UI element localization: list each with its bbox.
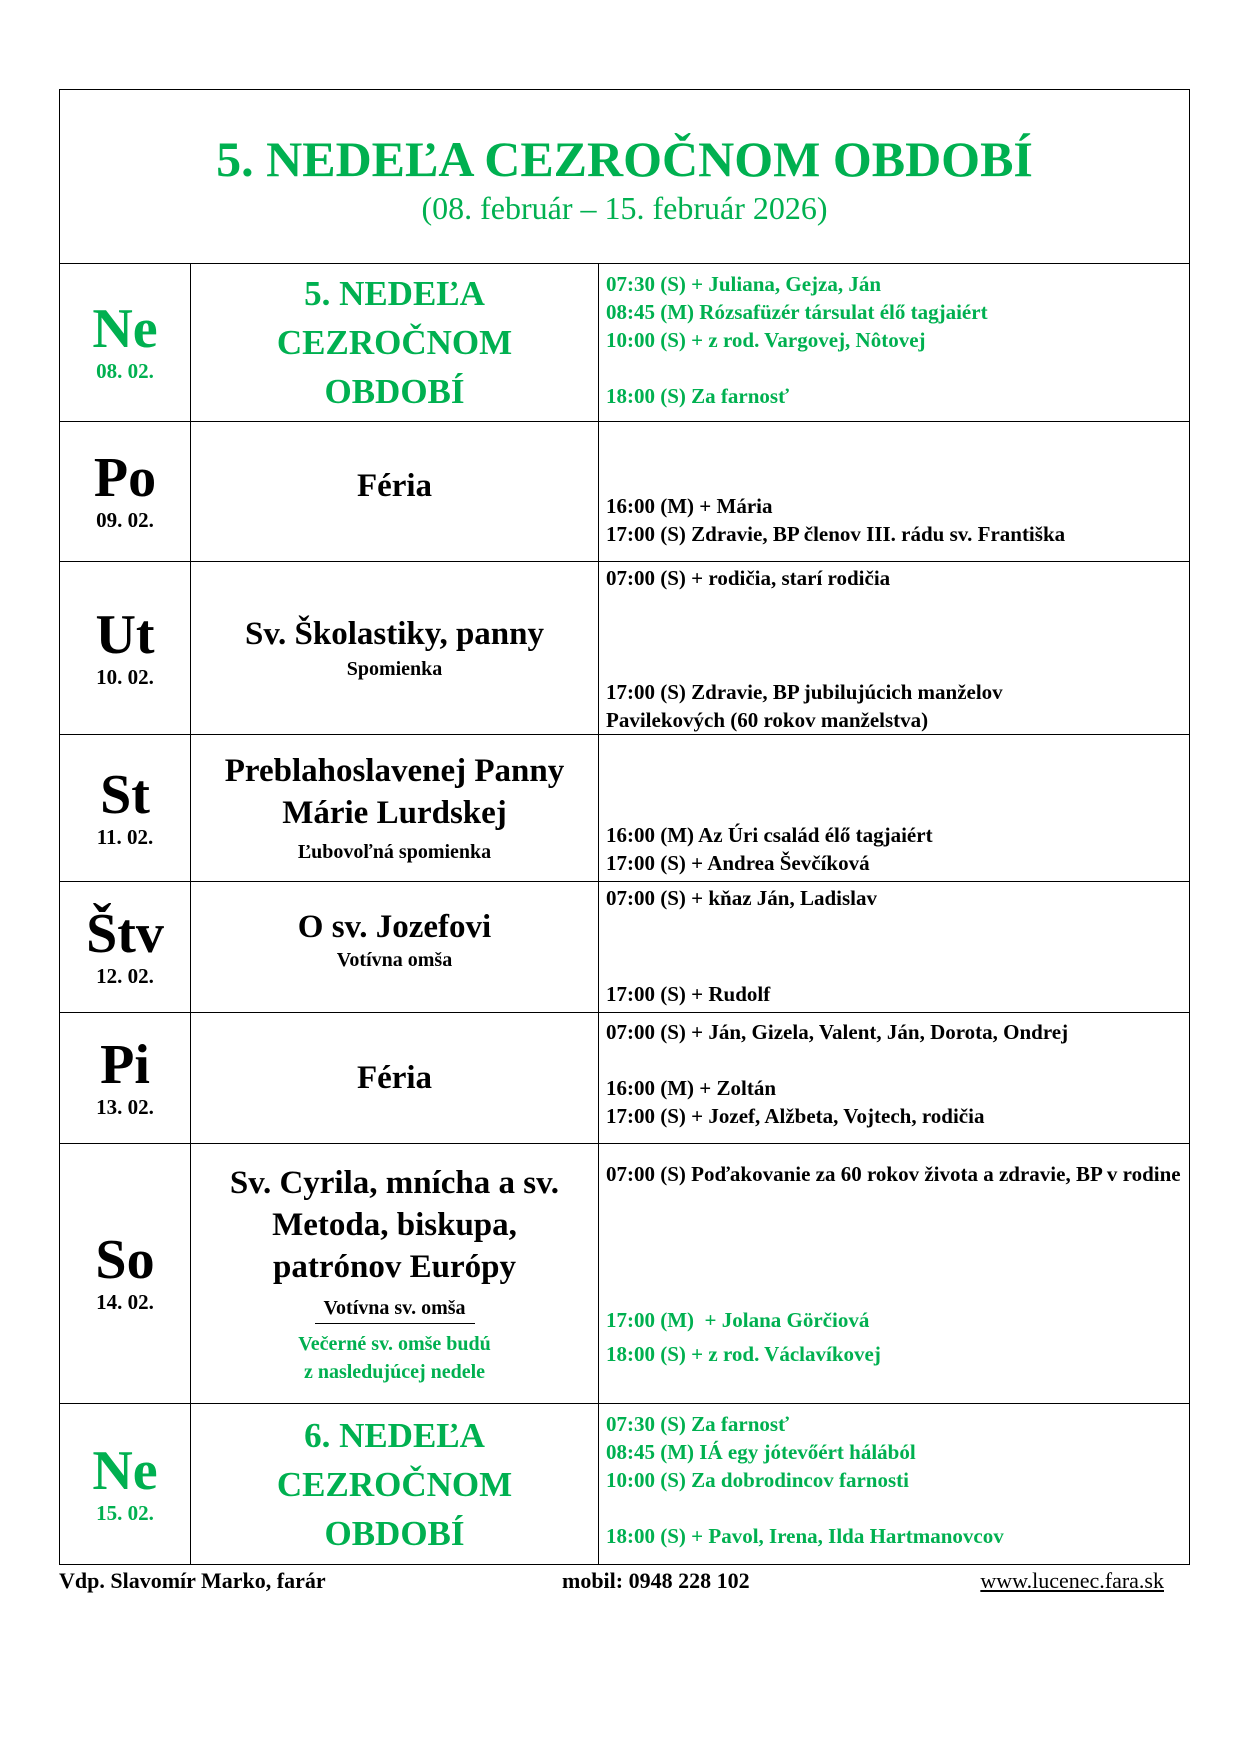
feast-cell bbox=[191, 1144, 599, 1404]
feast-line: CEZROČNOM bbox=[276, 1464, 513, 1504]
title-row bbox=[60, 90, 1190, 264]
mass-list bbox=[599, 562, 1189, 734]
feast-rank: Votívna sv. omša bbox=[323, 1296, 466, 1319]
mass-list bbox=[599, 1013, 1189, 1130]
mass-list bbox=[599, 735, 1189, 877]
day-row-sunday-1502 bbox=[60, 1404, 1190, 1565]
mass-intention: 16:00 (M) + Zoltán bbox=[606, 1076, 777, 1100]
mass-intention: 17:00 (S) + Rudolf bbox=[606, 982, 771, 1006]
day-row-wednesday bbox=[60, 735, 1190, 882]
day-row-monday bbox=[60, 422, 1190, 562]
mass-schedule-sheet bbox=[59, 89, 1189, 1565]
feast-rank: Ľubovoľná spomienka bbox=[297, 840, 492, 863]
day-abbr: Ut bbox=[95, 603, 155, 666]
mass-intention: 16:00 (M) + Mária bbox=[606, 494, 773, 518]
day-date: 12. 02. bbox=[96, 963, 154, 988]
mass-intention: 18:00 (S) + z rod. Václavíkovej bbox=[606, 1342, 881, 1366]
mass-intention: 17:00 (M) + Jolana Görčiová bbox=[606, 1308, 870, 1332]
mass-intention: 17:00 (S) Zdravie, BP jubilujúcich manželov Pavilekových (60 rokov manželstva) bbox=[606, 680, 1003, 732]
day-cell bbox=[60, 562, 191, 735]
mass-cell bbox=[599, 562, 1190, 735]
mass-intention: 07:00 (S) + kňaz Ján, Ladislav bbox=[606, 886, 878, 910]
mass-cell bbox=[599, 1144, 1190, 1404]
feast-line: OBDOBÍ bbox=[324, 372, 465, 411]
day-date: 10. 02. bbox=[96, 664, 154, 689]
feast-name: O sv. Jozefovi bbox=[297, 909, 492, 945]
phone-number: mobil: 0948 228 102 bbox=[562, 1568, 750, 1593]
mass-intention: 07:00 (S) Poďakovanie za 60 rokov života a zdravie, BP v rodine bbox=[606, 1162, 1181, 1186]
mass-intention: 10:00 (S) + z rod. Vargovej, Nôtovej bbox=[606, 328, 926, 352]
feast-cell bbox=[191, 264, 599, 422]
day-row-friday bbox=[60, 1013, 1190, 1144]
day-date: 11. 02. bbox=[96, 824, 154, 849]
day-cell bbox=[60, 1144, 191, 1404]
feast-cell bbox=[191, 882, 599, 1013]
day-row-sunday-0802 bbox=[60, 264, 1190, 422]
mass-list bbox=[599, 264, 1189, 410]
mass-intention: 07:00 (S) + Ján, Gizela, Valent, Ján, Dorota, Ondrej bbox=[606, 1020, 1069, 1044]
mass-intention: 18:00 (S) + Pavol, Irena, Ilda Hartmanovcov bbox=[606, 1524, 1004, 1548]
mass-intention: 07:00 (S) + rodičia, starí rodičia bbox=[606, 566, 891, 590]
mass-list bbox=[599, 1404, 1189, 1550]
date-range: (08. február – 15. február 2026) bbox=[421, 189, 828, 226]
mass-intention: 17:00 (S) + Jozef, Alžbeta, Vojtech, rodičia bbox=[606, 1104, 985, 1128]
mass-intention: 08:45 (M) IÁ egy jótevőért hálából bbox=[606, 1440, 916, 1464]
website-link[interactable]: www.lucenec.fara.sk bbox=[980, 1568, 1164, 1593]
day-abbr: Ne bbox=[92, 1439, 158, 1502]
feast-name: Féria bbox=[356, 1060, 433, 1096]
day-abbr: Štv bbox=[86, 902, 164, 965]
feast-note: Večerné sv. omše budú bbox=[298, 1332, 491, 1355]
feast-line: 5. NEDEĽA bbox=[304, 274, 485, 313]
day-date: 13. 02. bbox=[96, 1094, 154, 1119]
day-cell bbox=[60, 422, 191, 562]
day-date: 08. 02. bbox=[96, 359, 154, 383]
mass-cell bbox=[599, 735, 1190, 882]
mass-cell bbox=[599, 1404, 1190, 1565]
day-abbr: Ne bbox=[92, 298, 158, 360]
feast-line: OBDOBÍ bbox=[324, 1513, 465, 1553]
mass-list bbox=[599, 882, 1189, 1008]
feast-cell bbox=[191, 735, 599, 882]
feast-name: Preblahoslavenej Panny Márie Lurdskej bbox=[224, 752, 565, 831]
mass-cell bbox=[599, 1013, 1190, 1144]
mass-intention: 17:00 (S) + Andrea Ševčíková bbox=[606, 851, 870, 875]
feast-cell bbox=[191, 1013, 599, 1144]
feast-name: Sv. Školastiky, panny bbox=[245, 615, 544, 652]
mass-intention: 17:00 (S) Zdravie, BP členov III. rádu sv. Františka bbox=[606, 522, 1066, 546]
feast-line: 6. NEDEĽA bbox=[304, 1415, 485, 1455]
feast-line: CEZROČNOM bbox=[276, 323, 513, 362]
feast-note: z nasledujúcej nedele bbox=[303, 1360, 486, 1383]
day-cell bbox=[60, 1013, 191, 1144]
feast-name: Féria bbox=[356, 467, 433, 504]
day-row-thursday bbox=[60, 882, 1190, 1013]
day-cell bbox=[60, 1404, 191, 1565]
mass-cell bbox=[599, 264, 1190, 422]
mass-list bbox=[599, 1144, 1189, 1371]
priest-name: Vdp. Slavomír Marko, farár bbox=[59, 1568, 326, 1593]
mass-intention: 08:45 (M) Rózsafüzér társulat élő tagjaiért bbox=[606, 300, 988, 324]
day-date: 09. 02. bbox=[96, 508, 154, 532]
mass-intention: 18:00 (S) Za farnosť bbox=[606, 384, 790, 408]
day-date: 15. 02. bbox=[96, 1500, 154, 1525]
feast-cell bbox=[191, 1404, 599, 1565]
day-date: 14. 02. bbox=[96, 1290, 154, 1314]
feast-cell bbox=[191, 422, 599, 562]
day-abbr: So bbox=[95, 1229, 155, 1291]
mass-list bbox=[599, 422, 1189, 548]
mass-intention: 07:30 (S) + Juliana, Gejza, Ján bbox=[606, 272, 882, 296]
day-cell bbox=[60, 882, 191, 1013]
divider-line bbox=[315, 1323, 475, 1330]
mass-cell bbox=[599, 422, 1190, 562]
mass-intention: 16:00 (M) Az Úri család élő tagjaiért bbox=[606, 823, 933, 847]
feast-cell bbox=[191, 562, 599, 735]
day-row-saturday bbox=[60, 1144, 1190, 1404]
mass-cell bbox=[599, 882, 1190, 1013]
day-cell bbox=[60, 264, 191, 422]
mass-intention: 07:30 (S) Za farnosť bbox=[606, 1412, 790, 1436]
feast-rank: Spomienka bbox=[346, 657, 443, 680]
day-cell bbox=[60, 735, 191, 882]
mass-intention: 10:00 (S) Za dobrodincov farnosti bbox=[606, 1468, 909, 1492]
page-title: 5. NEDEĽA CEZROČNOM OBDOBÍ bbox=[216, 130, 1033, 187]
schedule-table bbox=[59, 89, 1190, 1565]
day-abbr: Pi bbox=[100, 1033, 150, 1096]
day-abbr: Po bbox=[93, 447, 157, 509]
day-row-tuesday bbox=[60, 562, 1190, 735]
day-abbr: St bbox=[100, 763, 150, 826]
feast-rank: Votívna omša bbox=[336, 949, 453, 971]
footer bbox=[59, 1566, 1189, 1596]
feast-name: Sv. Cyrila, mnícha a sv. Metoda, biskupa, patrónov Európy bbox=[229, 1164, 560, 1285]
title-cell bbox=[60, 90, 1190, 264]
